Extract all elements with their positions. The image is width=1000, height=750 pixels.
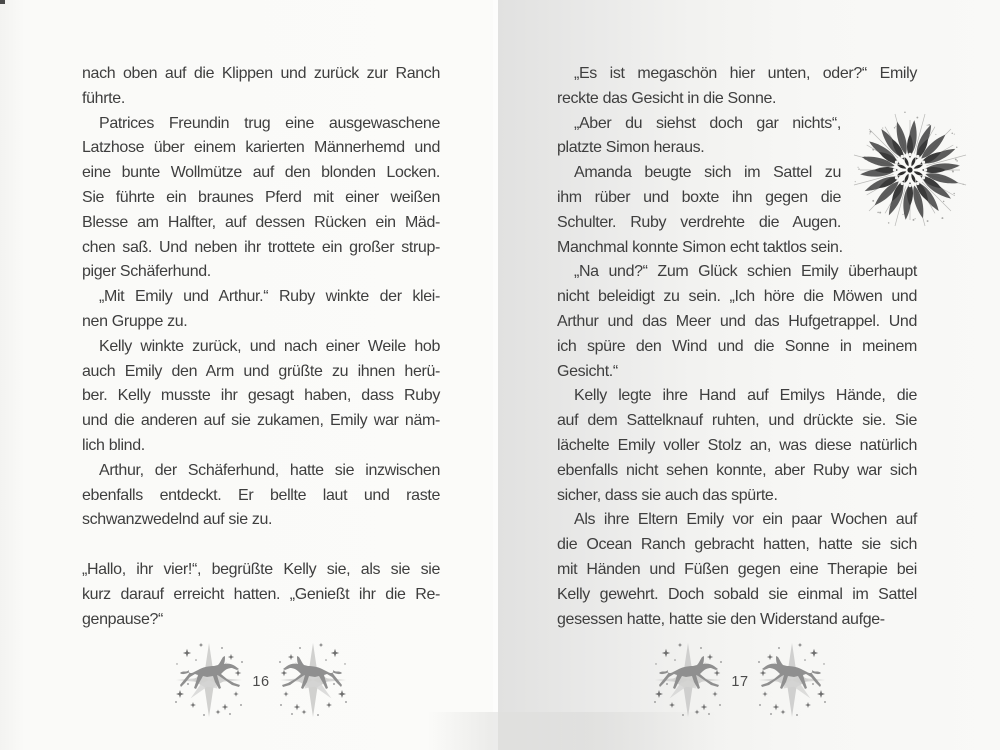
paragraph bbox=[82, 335, 440, 459]
text-line: sicher, dass sie auch das spürte. bbox=[557, 486, 778, 504]
page-footer-right bbox=[653, 641, 827, 719]
text-line: und die anderen auf sie zukamen, Emily war näm- bbox=[82, 412, 440, 430]
text-line: Patrices Freundin trug eine ausgewaschene bbox=[99, 114, 440, 132]
paragraph bbox=[82, 558, 440, 632]
page-footer-left bbox=[174, 641, 348, 719]
paragraph bbox=[557, 508, 917, 632]
text-line: reckte das Gesicht in die Sonne. bbox=[557, 89, 777, 107]
text-line: kurz darauf erreicht hatten. „Genießt ihr die Re- bbox=[82, 585, 440, 603]
text-line: Arthur und das Meer und das Hufgetrappel. Und bbox=[557, 312, 917, 330]
text-line: Amanda beugte sich im Sattel zu bbox=[574, 164, 841, 182]
star-flower-icon bbox=[846, 106, 974, 234]
text-line: ihm rüber und boxte ihn gegen die bbox=[557, 188, 841, 206]
paragraph bbox=[557, 384, 917, 508]
text-line: ebenfalls entdeckt. Er bellte laut und raste bbox=[82, 486, 440, 504]
horse-starburst-icon bbox=[174, 642, 244, 718]
text-line: eine bunte Wollmütze auf den blonden Locken. bbox=[82, 164, 440, 182]
text-line: Manchmal konnte Simon echt taktlos sein. bbox=[557, 238, 843, 256]
page-text-left bbox=[82, 62, 440, 632]
text-line: Kelly legte ihre Hand auf Emilys Hände, die bbox=[574, 387, 917, 405]
paragraph bbox=[82, 62, 440, 112]
paragraph bbox=[557, 62, 917, 112]
text-line: „Mit Emily und Arthur.“ Ruby winkte der klei- bbox=[99, 288, 440, 306]
text-line: genpause?“ bbox=[82, 610, 164, 628]
page-number-right: 17 bbox=[731, 674, 749, 690]
text-line: ich spüre den Wind und die Sonne in meinem bbox=[557, 337, 917, 355]
text-line: ber. Kelly musste ihr gesagt haben, dass Ruby bbox=[82, 387, 440, 405]
scan-corner-artifact bbox=[0, 0, 5, 4]
horse-starburst-icon bbox=[653, 642, 723, 718]
text-line: Sie führte ein braunes Pferd mit einer weißen bbox=[82, 188, 440, 206]
paragraph bbox=[82, 285, 440, 335]
text-line: platzte Simon heraus. bbox=[557, 139, 705, 157]
text-line: führte. bbox=[82, 89, 125, 107]
paragraph bbox=[557, 260, 917, 384]
spine-divider bbox=[493, 0, 498, 750]
text-line: Latzhose über einem karierten Männerhemd und bbox=[82, 139, 440, 157]
text-line: Arthur, der Schäferhund, hatte sie inzwischen bbox=[99, 461, 440, 479]
text-line: nicht beleidigt zu sein. „Ich höre die Möwen und bbox=[557, 288, 917, 306]
text-line: „Es ist megaschön hier unten, oder?“ Emily bbox=[574, 65, 917, 82]
text-line: auf dem Sattelknauf ruhten, und drückte sie. Sie bbox=[557, 412, 917, 430]
text-line: lächelte Emily voller Stolz an, was diese natürlich bbox=[557, 436, 917, 454]
paragraph bbox=[82, 459, 440, 533]
text-line: Blesse am Halfter, auf dessen Rücken ein Mäd- bbox=[82, 213, 440, 231]
text-line: nen Gruppe zu. bbox=[82, 312, 188, 330]
text-line: „Aber du siehst doch gar nichts“, bbox=[574, 114, 841, 132]
text-line: gesessen hatte, hatte sie den Widerstand aufge- bbox=[557, 610, 885, 628]
page-number-left: 16 bbox=[252, 674, 270, 690]
text-line: chen saß. Und neben ihr trottete ein großer strup- bbox=[82, 238, 440, 256]
text-line: „Na und?“ Zum Glück schien Emily überhaupt bbox=[574, 263, 917, 281]
text-line: Gesicht.“ bbox=[557, 362, 618, 380]
horse-starburst-icon bbox=[278, 642, 348, 718]
text-line: Kelly winkte zurück, und nach einer Weile hob bbox=[99, 337, 440, 355]
text-line: Schulter. Ruby verdrehte die Augen. bbox=[557, 213, 841, 231]
paragraph bbox=[82, 112, 440, 286]
text-line: Als ihre Eltern Emily vor ein paar Wochen auf bbox=[574, 511, 917, 529]
text-line: nach oben auf die Klippen und zurück zur Ranch bbox=[82, 65, 440, 82]
text-line: piger Schäferhund. bbox=[82, 263, 211, 281]
horse-starburst-icon bbox=[757, 642, 827, 718]
text-line: mit Händen und Füßen gegen eine Therapie bei bbox=[557, 560, 917, 578]
text-line: „Hallo, ihr vier!“, begrüßte Kelly sie, als sie sie bbox=[82, 560, 440, 578]
text-line: ebenfalls nicht sehen konnte, aber Ruby war sich bbox=[557, 461, 917, 479]
text-line: schwanzwedelnd auf sie zu. bbox=[82, 511, 273, 529]
text-line: auch Emily den Arm und grüßte zu ihnen herü- bbox=[82, 362, 440, 380]
text-line: lich blind. bbox=[82, 436, 145, 454]
text-line: die Ocean Ranch gebracht hatten, hatte sie sich bbox=[557, 536, 917, 554]
text-line: Kelly gewehrt. Doch sobald sie einmal im Sattel bbox=[557, 585, 917, 603]
